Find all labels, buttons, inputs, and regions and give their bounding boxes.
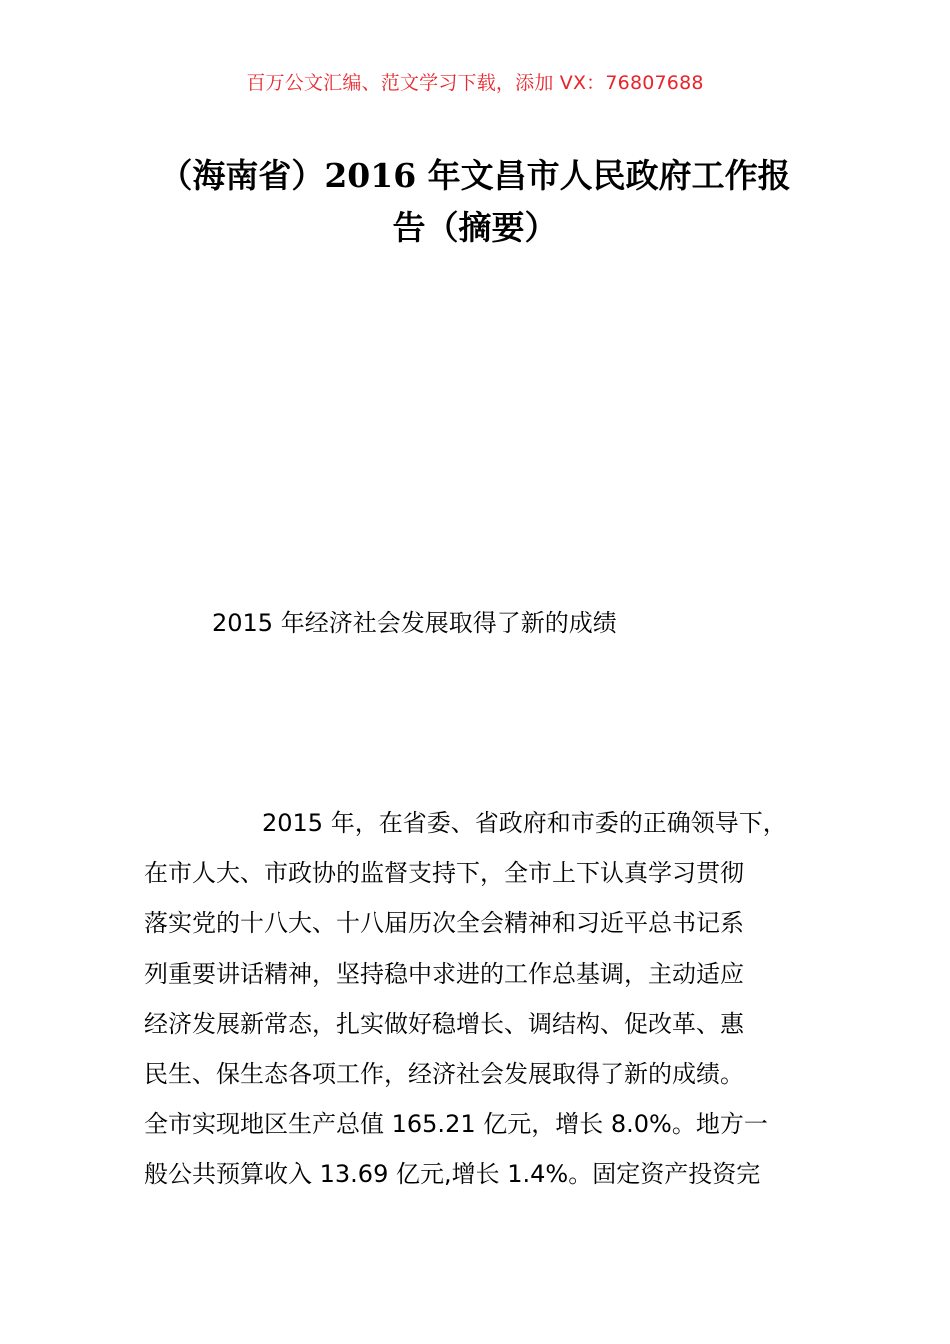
body-line: 落实党的十八大、十八届历次全会精神和习近平总书记系	[144, 909, 744, 938]
header-note: 百万公文汇编、范文学习下载，添加 VX：76807688	[246, 72, 704, 94]
document-title	[0, 150, 950, 254]
body-line: 民生、保生态各项工作，经济社会发展取得了新的成绩。	[144, 1059, 744, 1088]
section-heading: 2015 年经济社会发展取得了新的成绩	[212, 609, 617, 637]
body-line: 般公共预算收入 13.69 亿元,增长 1.4%。固定资产投资完	[144, 1160, 761, 1189]
body-line: 2015 年，在省委、省政府和市委的正确领导下，	[262, 809, 787, 837]
body-paragraph	[144, 804, 834, 1206]
body-line: 全市实现地区生产总值 165.21 亿元，增长 8.0%。地方一	[144, 1110, 768, 1139]
document-title-line-2: 告（摘要）	[392, 208, 558, 247]
document-title-line-1: （海南省）2016 年文昌市人民政府工作报	[159, 156, 791, 195]
body-line: 列重要讲话精神，坚持稳中求进的工作总基调，主动适应	[144, 959, 744, 988]
body-line: 经济发展新常态，扎实做好稳增长、调结构、促改革、惠	[144, 1009, 744, 1038]
body-line: 在市人大、市政协的监督支持下，全市上下认真学习贯彻	[144, 859, 744, 888]
